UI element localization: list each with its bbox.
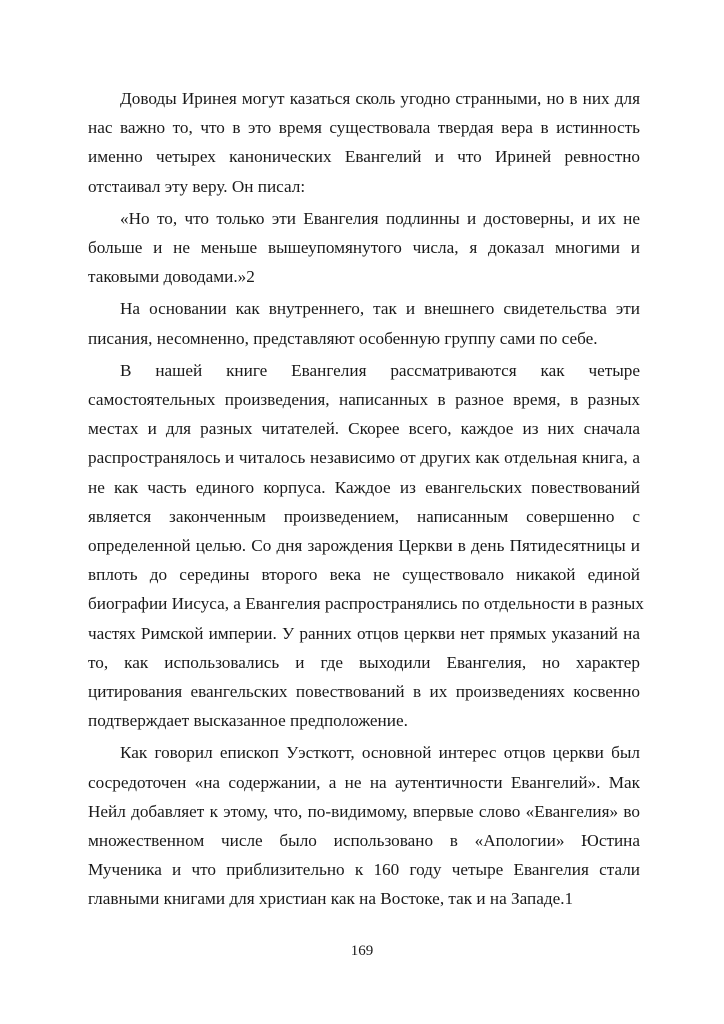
text-line: сосредоточен «на содержании, а не на аутентичности Евангелий». Мак (88, 772, 640, 792)
text-line: не как часть единого корпуса. Каждое из евангельских повествований (88, 477, 640, 497)
text-line: «Но то, что только эти Евангелия подлинны и достоверны, и их не (120, 208, 640, 228)
text-line: В нашей книге Евангелия рассматриваются как четыре (120, 360, 640, 380)
text-line: Доводы Иринея могут казаться сколь угодно странными, но в них для (120, 89, 640, 108)
text-line: главными книгами для христиан как на Востоке, так и на Западе.1 (88, 889, 574, 909)
text-line: больше и не меньше вышеупомянутого числа, я доказал многими и (88, 238, 640, 258)
text-line: именно четырех канонических Евангелий и что Ириней ревностно (88, 147, 640, 167)
text-line: самостоятельных произведения, написанных в разное время, в разных (88, 390, 640, 410)
paragraph-2-quote (88, 204, 640, 292)
text-line: множественном числе было использовано в «Апологии» Юстина (88, 831, 640, 851)
paragraph-4 (88, 356, 644, 736)
text-line: таковыми доводами.»2 (88, 267, 255, 287)
text-line: Как говорил епископ Уэсткотт, основной интерес отцов церкви был (120, 743, 640, 763)
text-line: частях Римской империи. У ранних отцов церкви нет прямых указаний на (88, 623, 640, 643)
text-line: то, как использовались и где выходили Евангелия, но характер (88, 652, 640, 672)
text-line: определенной целью. Со дня зарождения Церкви в день Пятидесятницы и (88, 536, 640, 556)
paragraph-1 (88, 84, 640, 201)
text-line: биографии Иисуса, а Евангелия распространялись по отдельности в разных (88, 594, 644, 614)
text-line: распространялось и читалось независимо от других как отдельная книга, а (88, 448, 640, 468)
text-line: Мученика и что приблизительно к 160 году четыре Евангелия стали (88, 860, 640, 880)
text-line: местах и для разных читателей. Скорее всего, каждое из них сначала (88, 419, 640, 439)
text-line: На основании как внутреннего, так и внешнего свидетельства эти (120, 299, 640, 319)
page-number: 169 (350, 943, 374, 959)
text-line: отстаивал эту веру. Он писал: (88, 176, 306, 196)
paragraph-3 (88, 294, 640, 352)
text-line: является законченным произведением, написанным совершенно с (88, 506, 640, 526)
text-line: нас важно то, что в это время существовала твердая вера в истинность (88, 118, 640, 138)
text-line: цитирования евангельских повествований в их произведениях косвенно (88, 682, 640, 702)
paragraph-5 (88, 738, 640, 913)
text-line: вплоть до середины второго века не существовало никакой единой (88, 565, 640, 585)
text-line: подтверждает высказанное предположение. (88, 711, 408, 731)
document-body (88, 84, 644, 917)
text-line: Нейл добавляет к этому, что, по-видимому, впервые слово «Евангелия» во (88, 801, 640, 821)
text-line: писания, несомненно, представляют особенную группу сами по себе. (88, 328, 598, 348)
